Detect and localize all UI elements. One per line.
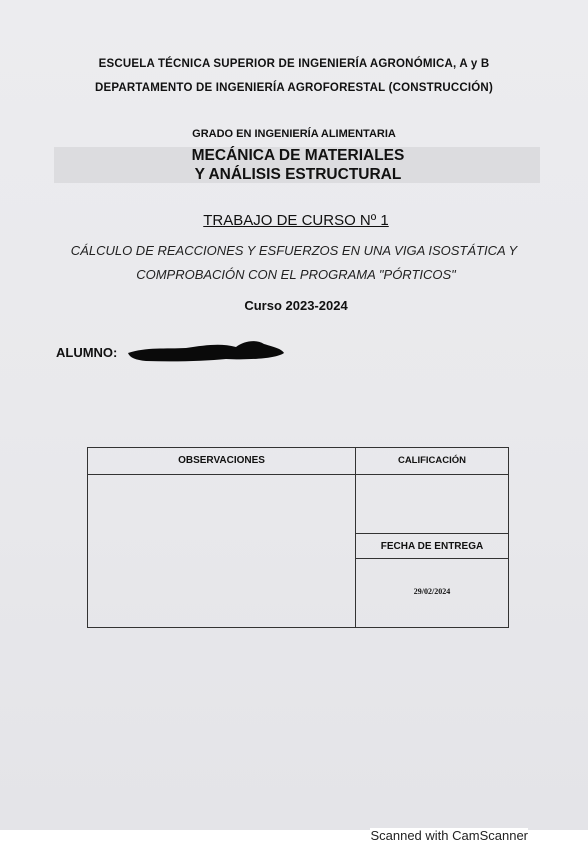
work-title: TRABAJO DE CURSO Nº 1 — [203, 212, 389, 229]
redacted-student-name — [126, 339, 286, 363]
grade-header: CALIFICACIÓN — [397, 455, 467, 466]
course-year: Curso 2023-2024 — [244, 298, 348, 313]
table-divider-grade — [356, 533, 508, 534]
observations-header: OBSERVACIONES — [178, 455, 265, 466]
degree-name: GRADO EN INGENIERÍA ALIMENTARIA — [192, 128, 396, 140]
table-divider-header — [88, 474, 508, 475]
evaluation-table — [87, 447, 509, 628]
subject-title-line2: Y ANÁLISIS ESTRUCTURAL — [194, 166, 402, 183]
work-description-line1: CÁLCULO DE REACCIONES Y ESFUERZOS EN UNA VIGA ISOSTÁTICA Y — [70, 243, 518, 258]
scanner-watermark: Scanned with CamScanner — [370, 828, 528, 843]
student-label: ALUMNO: — [56, 345, 118, 360]
subject-title-line1: MECÁNICA DE MATERIALES — [191, 147, 405, 164]
department-name: DEPARTAMENTO DE INGENIERÍA AGROFORESTAL (CONSTRUCCIÓN) — [95, 82, 493, 94]
table-divider-date — [356, 558, 508, 559]
work-description-line2: COMPROBACIÓN CON EL PROGRAMA "PÓRTICOS" — [136, 267, 456, 282]
delivery-date-header: FECHA DE ENTREGA — [380, 541, 484, 552]
school-name: ESCUELA TÉCNICA SUPERIOR DE INGENIERÍA AGRONÓMICA, A y B — [98, 58, 490, 70]
delivery-date-value: 29/02/2024 — [413, 587, 451, 596]
